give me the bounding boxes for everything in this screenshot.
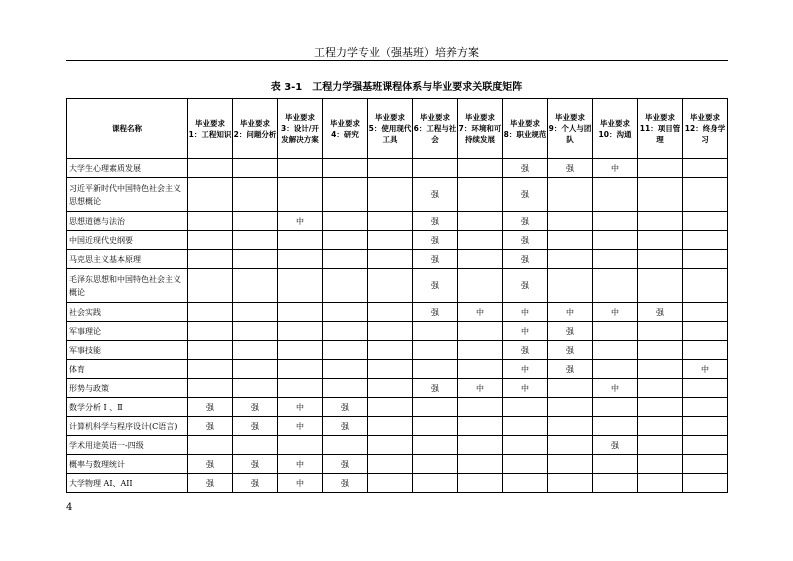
column-header: 毕业要求 11：项目管理 (638, 99, 683, 159)
course-name-cell: 中国近现代史纲要 (67, 231, 188, 250)
column-header: 毕业要求 5：使用现代工具 (368, 99, 413, 159)
relevance-cell (368, 398, 413, 417)
relevance-cell (593, 250, 638, 269)
relevance-cell (413, 436, 458, 455)
relevance-cell: 强 (233, 398, 278, 417)
column-header: 毕业要求 1：工程知识 (188, 99, 233, 159)
table-row (67, 231, 728, 250)
relevance-cell (593, 455, 638, 474)
relevance-cell (368, 417, 413, 436)
column-header: 毕业要求 9：个人与团队 (548, 99, 593, 159)
relevance-cell (548, 474, 593, 493)
relevance-cell (683, 455, 728, 474)
relevance-cell (638, 398, 683, 417)
relevance-cell (548, 436, 593, 455)
relevance-cell (458, 269, 503, 303)
relevance-cell (503, 398, 548, 417)
course-name-cell: 概率与数理统计 (67, 455, 188, 474)
course-name-cell: 体育 (67, 360, 188, 379)
table-row (67, 250, 728, 269)
relevance-cell: 强 (233, 455, 278, 474)
relevance-cell (368, 360, 413, 379)
relevance-cell (548, 269, 593, 303)
table-row (67, 417, 728, 436)
relevance-cell (188, 322, 233, 341)
relevance-cell: 强 (188, 474, 233, 493)
relevance-cell: 强 (413, 379, 458, 398)
relevance-cell (413, 159, 458, 178)
relevance-cell (278, 341, 323, 360)
relevance-cell (188, 178, 233, 212)
course-name-cell: 社会实践 (67, 303, 188, 322)
relevance-cell (503, 455, 548, 474)
table-caption: 表 3-1 工程力学强基班课程体系与毕业要求关联度矩阵 (270, 82, 523, 93)
relevance-cell (503, 436, 548, 455)
relevance-cell (323, 269, 368, 303)
relevance-cell (548, 379, 593, 398)
relevance-cell (458, 360, 503, 379)
relevance-cell (368, 455, 413, 474)
relevance-cell (233, 360, 278, 379)
relevance-cell (278, 250, 323, 269)
relevance-cell (188, 269, 233, 303)
relevance-cell (278, 269, 323, 303)
relevance-cell (323, 322, 368, 341)
relevance-cell: 强 (233, 417, 278, 436)
relevance-cell (233, 250, 278, 269)
header-rule (66, 60, 728, 61)
relevance-cell (593, 231, 638, 250)
column-header: 毕业要求 7：环境和可持续发展 (458, 99, 503, 159)
relevance-cell (638, 231, 683, 250)
relevance-cell (368, 178, 413, 212)
relevance-cell (413, 474, 458, 493)
relevance-cell (593, 178, 638, 212)
relevance-cell (233, 269, 278, 303)
relevance-cell (458, 436, 503, 455)
relevance-cell (638, 455, 683, 474)
relevance-cell (593, 322, 638, 341)
relevance-cell (458, 250, 503, 269)
relevance-cell (683, 398, 728, 417)
relevance-cell (233, 303, 278, 322)
relevance-cell (368, 250, 413, 269)
relevance-cell (278, 159, 323, 178)
relevance-cell (548, 417, 593, 436)
relevance-cell (548, 455, 593, 474)
column-header: 毕业要求 12：终身学习 (683, 99, 728, 159)
relevance-cell (638, 436, 683, 455)
relevance-cell: 强 (548, 159, 593, 178)
course-name-cell: 习近平新时代中国特色社会主义思想概论 (67, 178, 188, 212)
column-header: 毕业要求 2：问题分析 (233, 99, 278, 159)
relevance-cell (683, 303, 728, 322)
relevance-cell (323, 212, 368, 231)
relevance-cell (638, 360, 683, 379)
relevance-cell (233, 341, 278, 360)
table-row (67, 178, 728, 212)
relevance-cell (233, 159, 278, 178)
relevance-cell: 中 (593, 379, 638, 398)
relevance-cell (188, 303, 233, 322)
relevance-cell: 强 (503, 341, 548, 360)
relevance-cell: 中 (278, 455, 323, 474)
relevance-cell (638, 269, 683, 303)
relevance-cell: 强 (323, 398, 368, 417)
relevance-cell (368, 159, 413, 178)
relevance-cell (683, 250, 728, 269)
relevance-cell: 强 (548, 360, 593, 379)
relevance-cell (368, 322, 413, 341)
relevance-cell (638, 212, 683, 231)
relevance-cell (458, 398, 503, 417)
relevance-cell (278, 379, 323, 398)
relevance-cell (188, 250, 233, 269)
table-row (67, 303, 728, 322)
relevance-cell (548, 231, 593, 250)
relevance-cell: 强 (503, 250, 548, 269)
relevance-cell (413, 360, 458, 379)
relevance-cell (683, 379, 728, 398)
relevance-cell (323, 341, 368, 360)
relevance-cell (323, 250, 368, 269)
relevance-cell (413, 322, 458, 341)
page-header: 工程力学专业（强基班）培养方案 (314, 46, 479, 59)
relevance-cell (458, 231, 503, 250)
relevance-cell (593, 341, 638, 360)
relevance-cell: 强 (593, 436, 638, 455)
relevance-cell (368, 341, 413, 360)
relevance-cell (548, 178, 593, 212)
relevance-cell: 中 (278, 398, 323, 417)
relevance-cell: 中 (278, 474, 323, 493)
course-name-cell: 学术用途英语一-四级 (67, 436, 188, 455)
relevance-cell (638, 322, 683, 341)
relevance-cell (458, 322, 503, 341)
course-name-cell: 军事技能 (67, 341, 188, 360)
course-name-cell: 计算机科学与程序设计(C语言) (67, 417, 188, 436)
table-row (67, 398, 728, 417)
relevance-cell (233, 436, 278, 455)
relevance-cell (278, 322, 323, 341)
table-row (67, 269, 728, 303)
relevance-cell (503, 474, 548, 493)
relevance-cell (188, 436, 233, 455)
relevance-cell: 强 (413, 303, 458, 322)
course-name-cell: 大学物理 AI、AII (67, 474, 188, 493)
relevance-cell (188, 231, 233, 250)
relevance-cell: 强 (188, 398, 233, 417)
relevance-cell (188, 341, 233, 360)
relevance-cell (278, 231, 323, 250)
relevance-cell (323, 303, 368, 322)
relevance-cell (278, 178, 323, 212)
relevance-cell: 强 (413, 212, 458, 231)
relevance-cell (233, 322, 278, 341)
relevance-cell (683, 322, 728, 341)
relevance-cell: 强 (188, 455, 233, 474)
relevance-cell (593, 398, 638, 417)
relevance-cell (593, 212, 638, 231)
relevance-cell: 强 (638, 303, 683, 322)
relevance-cell (638, 417, 683, 436)
relevance-cell (188, 379, 233, 398)
relevance-cell: 中 (548, 303, 593, 322)
table-row (67, 379, 728, 398)
relevance-cell (278, 360, 323, 379)
relevance-cell (458, 159, 503, 178)
relevance-cell (368, 212, 413, 231)
relevance-cell (323, 379, 368, 398)
relevance-cell: 中 (458, 303, 503, 322)
relevance-cell (503, 417, 548, 436)
relevance-cell (548, 212, 593, 231)
relevance-cell (323, 178, 368, 212)
relevance-cell (683, 212, 728, 231)
relevance-cell: 强 (323, 455, 368, 474)
relevance-cell (233, 379, 278, 398)
relevance-cell (548, 398, 593, 417)
relevance-cell: 中 (593, 303, 638, 322)
column-header: 毕业要求 8：职业规范 (503, 99, 548, 159)
relevance-cell (638, 341, 683, 360)
relevance-cell (683, 417, 728, 436)
course-name-cell: 马克思主义基本原理 (67, 250, 188, 269)
relevance-cell: 中 (683, 360, 728, 379)
relevance-cell (233, 231, 278, 250)
course-name-cell: 思想道德与法治 (67, 212, 188, 231)
relevance-cell (458, 212, 503, 231)
relevance-cell (368, 379, 413, 398)
table-row (67, 360, 728, 379)
relevance-cell: 强 (503, 269, 548, 303)
matrix-body (67, 159, 728, 493)
relevance-cell: 强 (503, 212, 548, 231)
relevance-cell: 中 (503, 303, 548, 322)
relevance-cell (323, 360, 368, 379)
relevance-cell: 中 (278, 212, 323, 231)
relevance-cell: 中 (503, 322, 548, 341)
relevance-cell (368, 303, 413, 322)
course-name-cell: 毛泽东思想和中国特色社会主义概论 (67, 269, 188, 303)
relevance-cell (458, 341, 503, 360)
relevance-cell (683, 178, 728, 212)
relevance-cell: 强 (233, 474, 278, 493)
relevance-cell (683, 159, 728, 178)
table-row (67, 436, 728, 455)
relevance-cell (638, 250, 683, 269)
relevance-cell: 中 (458, 379, 503, 398)
relevance-cell (458, 417, 503, 436)
relevance-cell (413, 455, 458, 474)
table-row (67, 212, 728, 231)
relevance-cell: 强 (188, 417, 233, 436)
relevance-cell: 强 (548, 341, 593, 360)
column-header: 毕业要求 4：研究 (323, 99, 368, 159)
column-header: 课程名称 (67, 99, 188, 159)
relevance-cell (638, 379, 683, 398)
relevance-cell: 强 (413, 269, 458, 303)
relevance-cell (548, 250, 593, 269)
relevance-cell: 强 (413, 250, 458, 269)
column-header: 毕业要求 10：沟通 (593, 99, 638, 159)
relevance-cell (323, 436, 368, 455)
relevance-cell (188, 360, 233, 379)
relevance-cell: 强 (503, 231, 548, 250)
relevance-cell: 强 (323, 417, 368, 436)
relevance-cell (368, 231, 413, 250)
relevance-cell (413, 341, 458, 360)
relevance-cell (593, 417, 638, 436)
course-name-cell: 形势与政策 (67, 379, 188, 398)
relevance-cell: 强 (413, 231, 458, 250)
relevance-cell (638, 159, 683, 178)
relevance-cell: 强 (413, 178, 458, 212)
relevance-cell (278, 303, 323, 322)
relevance-cell: 强 (503, 159, 548, 178)
relevance-cell (458, 474, 503, 493)
relevance-cell: 中 (278, 417, 323, 436)
relevance-cell: 中 (503, 379, 548, 398)
relevance-cell (593, 360, 638, 379)
relevance-cell (593, 474, 638, 493)
course-name-cell: 数学分析 Ⅰ 、Ⅱ (67, 398, 188, 417)
relevance-cell: 中 (593, 159, 638, 178)
relevance-cell (368, 269, 413, 303)
table-row (67, 341, 728, 360)
relevance-cell (368, 436, 413, 455)
table-row (67, 455, 728, 474)
relevance-cell (458, 178, 503, 212)
table-row (67, 474, 728, 493)
course-name-cell: 军事理论 (67, 322, 188, 341)
relevance-cell (188, 159, 233, 178)
relevance-cell (683, 341, 728, 360)
relevance-cell (323, 231, 368, 250)
header-row (67, 99, 728, 159)
relevance-cell (413, 398, 458, 417)
relevance-cell: 强 (323, 474, 368, 493)
relevance-cell (233, 212, 278, 231)
column-header: 毕业要求 6：工程与社会 (413, 99, 458, 159)
requirements-matrix-table (66, 98, 728, 493)
relevance-cell (368, 474, 413, 493)
relevance-cell (638, 178, 683, 212)
course-name-cell: 大学生心理素质发展 (67, 159, 188, 178)
relevance-cell: 中 (503, 360, 548, 379)
relevance-cell (458, 455, 503, 474)
relevance-cell (638, 474, 683, 493)
relevance-cell (278, 436, 323, 455)
relevance-cell (683, 474, 728, 493)
page-number: 4 (66, 502, 73, 513)
relevance-cell (593, 269, 638, 303)
relevance-cell (323, 159, 368, 178)
relevance-cell (188, 212, 233, 231)
relevance-cell: 强 (503, 178, 548, 212)
relevance-cell: 强 (548, 322, 593, 341)
table-row (67, 159, 728, 178)
relevance-cell (683, 436, 728, 455)
relevance-cell (683, 269, 728, 303)
relevance-cell (683, 231, 728, 250)
column-header: 毕业要求 3：设计/开发解决方案 (278, 99, 323, 159)
relevance-cell (413, 417, 458, 436)
relevance-cell (233, 178, 278, 212)
table-row (67, 322, 728, 341)
